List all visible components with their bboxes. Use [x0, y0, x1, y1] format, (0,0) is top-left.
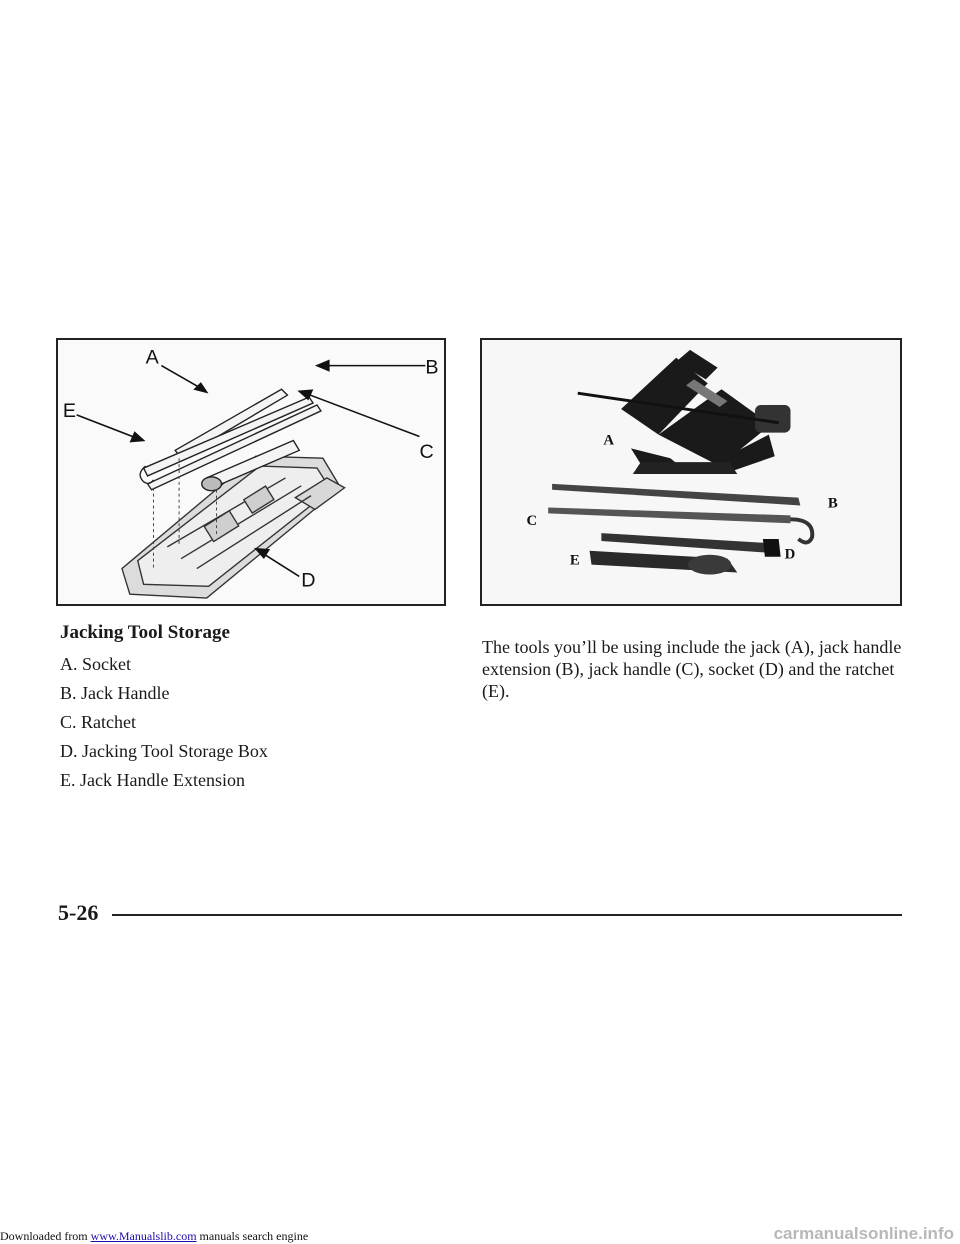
- label-e: E: [569, 552, 580, 569]
- list-item: E. Jack Handle Extension: [60, 770, 245, 790]
- body-paragraph: The tools you’ll be using include the jack (A), jack handle extension (B), jack handle (C), socket (D) and the ratchet (E).: [482, 637, 902, 701]
- page-rule: [112, 914, 902, 916]
- list-item: D. Jacking Tool Storage Box: [60, 741, 268, 761]
- label-a: A: [145, 346, 159, 369]
- watermark: carmanualsonline.info: [773, 1224, 954, 1243]
- footer-suffix: manuals search engine: [199, 1229, 309, 1243]
- label-d: D: [301, 569, 316, 592]
- footer-link[interactable]: www.Manualslib.com: [90, 1229, 197, 1243]
- label-a: A: [603, 432, 615, 449]
- footer-prefix: Downloaded from: [0, 1229, 88, 1243]
- label-d: D: [784, 546, 796, 563]
- list-item: C. Ratchet: [60, 712, 136, 732]
- tool-storage-illustration: [58, 340, 444, 604]
- label-c: C: [526, 513, 538, 530]
- figure-jacking-tool-storage: [56, 338, 446, 606]
- label-e: E: [62, 399, 76, 422]
- download-footer: [0, 1230, 308, 1242]
- label-b: B: [827, 495, 838, 512]
- figure-jack-tools: [480, 338, 902, 606]
- label-b: B: [425, 356, 439, 379]
- caption-title: Jacking Tool Storage: [60, 622, 230, 643]
- list-item: B. Jack Handle: [60, 683, 170, 703]
- label-c: C: [419, 441, 434, 464]
- page-number: 5-26: [58, 900, 99, 925]
- list-item: A. Socket: [60, 654, 131, 674]
- caption-list: [60, 652, 268, 797]
- jack-tools-illustration: [482, 340, 900, 604]
